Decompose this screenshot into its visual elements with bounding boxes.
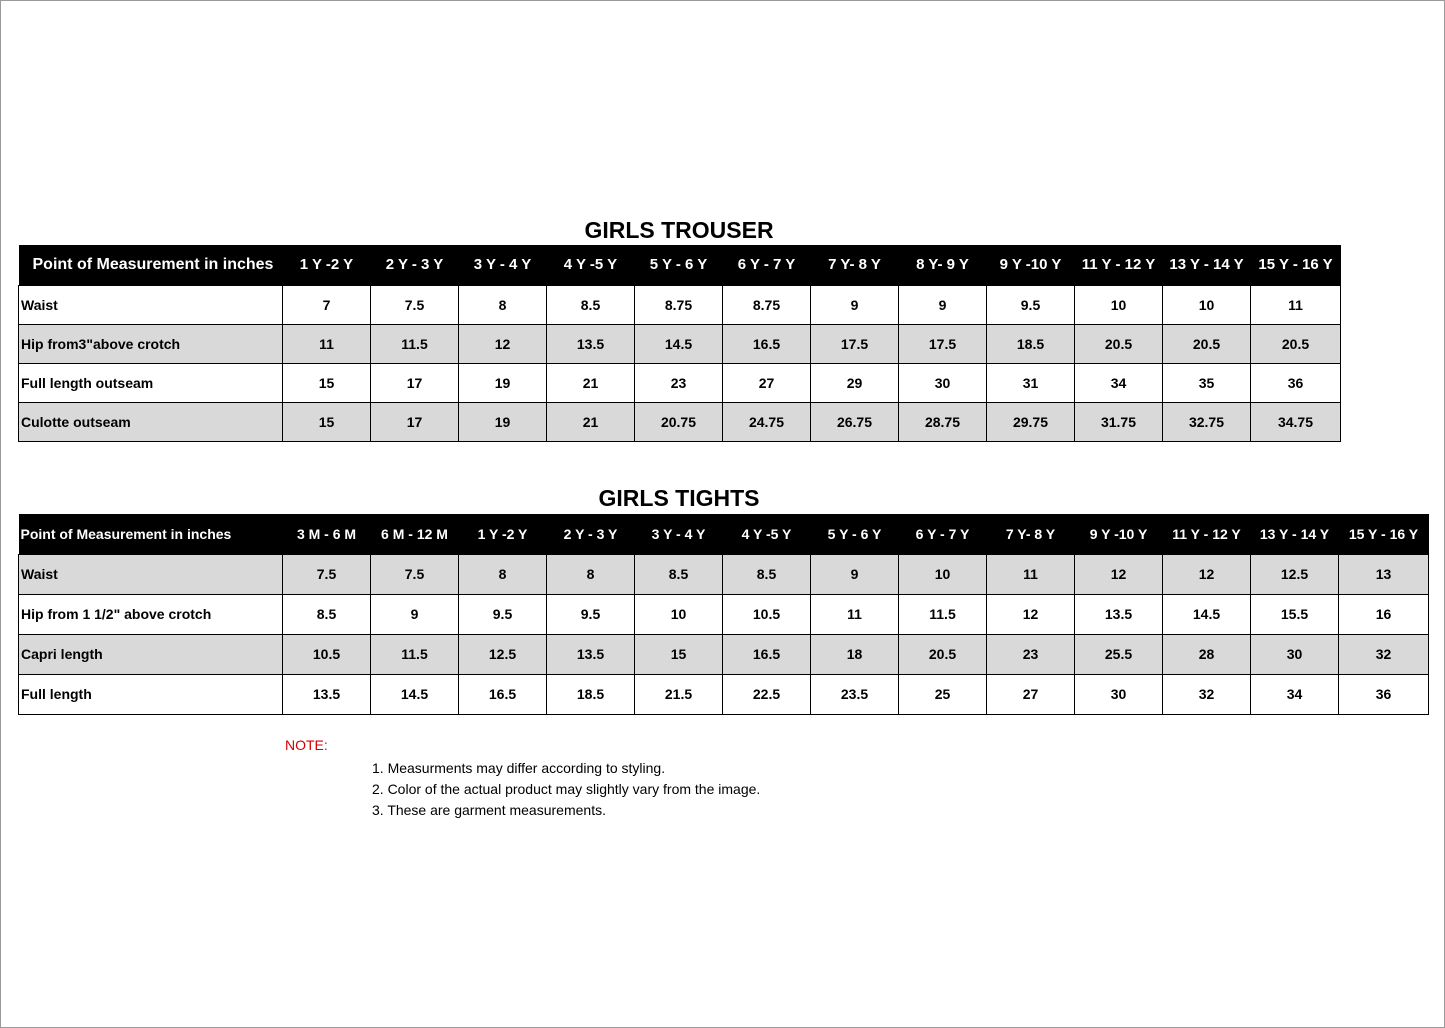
tights-size-header: 2 Y - 3 Y: [547, 514, 635, 554]
trouser-size-header: 11 Y - 12 Y: [1075, 245, 1163, 285]
row-label: Capri length: [19, 634, 283, 674]
measurement-cell: 25: [899, 674, 987, 714]
tights-size-header: 6 M - 12 M: [371, 514, 459, 554]
measurement-cell: 30: [1251, 634, 1339, 674]
measurement-cell: 23.5: [811, 674, 899, 714]
measurement-cell: 7: [283, 285, 371, 324]
measurement-cell: 23: [987, 634, 1075, 674]
measurement-cell: 15: [635, 634, 723, 674]
trouser-row-culotte: [19, 402, 1341, 441]
measurement-cell: 32: [1339, 634, 1429, 674]
tights-header-label: Point of Measurement in inches: [19, 514, 283, 554]
measurement-cell: 28.75: [899, 402, 987, 441]
measurement-cell: 28: [1163, 634, 1251, 674]
measurement-cell: 17: [371, 402, 459, 441]
note-item: 3. These are garment measurements.: [372, 802, 606, 818]
measurement-cell: 13.5: [283, 674, 371, 714]
measurement-cell: 10.5: [723, 594, 811, 634]
note-item: 2. Color of the actual product may slightly vary from the image.: [372, 781, 761, 797]
tights-size-header: 4 Y -5 Y: [723, 514, 811, 554]
measurement-cell: 11.5: [371, 634, 459, 674]
trouser-size-header: 4 Y -5 Y: [547, 245, 635, 285]
measurement-cell: 8.5: [635, 554, 723, 594]
measurement-cell: 7.5: [371, 554, 459, 594]
trouser-header-row: [19, 245, 1341, 285]
measurement-cell: 36: [1251, 363, 1341, 402]
measurement-cell: 18: [811, 634, 899, 674]
measurement-cell: 9.5: [987, 285, 1075, 324]
trouser-size-header: 6 Y - 7 Y: [723, 245, 811, 285]
row-label: Waist: [19, 285, 283, 324]
measurement-cell: 17: [371, 363, 459, 402]
measurement-cell: 11: [987, 554, 1075, 594]
measurement-cell: 27: [987, 674, 1075, 714]
measurement-cell: 21.5: [635, 674, 723, 714]
measurement-cell: 9: [811, 554, 899, 594]
measurement-cell: 11: [811, 594, 899, 634]
measurement-cell: 15.5: [1251, 594, 1339, 634]
measurement-cell: 14.5: [1163, 594, 1251, 634]
measurement-cell: 20.5: [1163, 324, 1251, 363]
row-label: Culotte outseam: [19, 402, 283, 441]
trouser-size-header: 9 Y -10 Y: [987, 245, 1075, 285]
tights-row-waist: [19, 554, 1429, 594]
measurement-cell: 9: [371, 594, 459, 634]
measurement-cell: 25.5: [1075, 634, 1163, 674]
measurement-cell: 20.5: [1075, 324, 1163, 363]
measurement-cell: 16.5: [459, 674, 547, 714]
measurement-cell: 11.5: [899, 594, 987, 634]
trouser-size-header: 1 Y -2 Y: [283, 245, 371, 285]
row-label: Full length: [19, 674, 283, 714]
measurement-cell: 8: [459, 554, 547, 594]
measurement-cell: 12: [1163, 554, 1251, 594]
measurement-cell: 8.5: [547, 285, 635, 324]
measurement-cell: 18.5: [547, 674, 635, 714]
tights-size-header: 5 Y - 6 Y: [811, 514, 899, 554]
measurement-cell: 13.5: [1075, 594, 1163, 634]
measurement-cell: 11: [1251, 285, 1341, 324]
measurement-cell: 34: [1075, 363, 1163, 402]
row-label: Hip from 1 1/2" above crotch: [19, 594, 283, 634]
measurement-cell: 11: [283, 324, 371, 363]
measurement-cell: 16.5: [723, 324, 811, 363]
measurement-cell: 16.5: [723, 634, 811, 674]
trouser-header-label: Point of Measurement in inches: [19, 245, 283, 285]
measurement-cell: 23: [635, 363, 723, 402]
tights-size-table: [18, 514, 1429, 715]
measurement-cell: 35: [1163, 363, 1251, 402]
measurement-cell: 15: [283, 402, 371, 441]
measurement-cell: 7.5: [283, 554, 371, 594]
trouser-size-header: 3 Y - 4 Y: [459, 245, 547, 285]
measurement-cell: 14.5: [371, 674, 459, 714]
tights-size-header: 3 M - 6 M: [283, 514, 371, 554]
measurement-cell: 20.75: [635, 402, 723, 441]
tights-row-capri: [19, 634, 1429, 674]
measurement-cell: 12.5: [1251, 554, 1339, 594]
trouser-title: GIRLS TROUSER: [584, 217, 774, 243]
measurement-cell: 34.75: [1251, 402, 1341, 441]
tights-size-header: 1 Y -2 Y: [459, 514, 547, 554]
trouser-size-header: 8 Y- 9 Y: [899, 245, 987, 285]
tights-size-header: 15 Y - 16 Y: [1339, 514, 1429, 554]
row-label: Hip from3"above crotch: [19, 324, 283, 363]
measurement-cell: 17.5: [899, 324, 987, 363]
measurement-cell: 32: [1163, 674, 1251, 714]
trouser-row-hip: [19, 324, 1341, 363]
measurement-cell: 19: [459, 402, 547, 441]
measurement-cell: 32.75: [1163, 402, 1251, 441]
tights-title: GIRLS TIGHTS: [598, 485, 760, 511]
measurement-cell: 10: [899, 554, 987, 594]
measurement-cell: 9: [811, 285, 899, 324]
trouser-size-table: [18, 245, 1341, 442]
tights-size-header: 3 Y - 4 Y: [635, 514, 723, 554]
measurement-cell: 17.5: [811, 324, 899, 363]
measurement-cell: 22.5: [723, 674, 811, 714]
measurement-cell: 29: [811, 363, 899, 402]
measurement-cell: 10: [635, 594, 723, 634]
tights-size-header: 11 Y - 12 Y: [1163, 514, 1251, 554]
trouser-size-header: 7 Y- 8 Y: [811, 245, 899, 285]
trouser-size-header: 5 Y - 6 Y: [635, 245, 723, 285]
measurement-cell: 20.5: [899, 634, 987, 674]
measurement-cell: 8.75: [723, 285, 811, 324]
tights-size-header: 9 Y -10 Y: [1075, 514, 1163, 554]
measurement-cell: 30: [1075, 674, 1163, 714]
measurement-cell: 9.5: [459, 594, 547, 634]
measurement-cell: 10.5: [283, 634, 371, 674]
measurement-cell: 13.5: [547, 324, 635, 363]
row-label: Waist: [19, 554, 283, 594]
measurement-cell: 21: [547, 402, 635, 441]
measurement-cell: 14.5: [635, 324, 723, 363]
measurement-cell: 10: [1163, 285, 1251, 324]
row-label: Full length outseam: [19, 363, 283, 402]
measurement-cell: 29.75: [987, 402, 1075, 441]
trouser-row-full-length: [19, 363, 1341, 402]
measurement-cell: 34: [1251, 674, 1339, 714]
measurement-cell: 8: [547, 554, 635, 594]
trouser-size-header: 15 Y - 16 Y: [1251, 245, 1341, 285]
measurement-cell: 9.5: [547, 594, 635, 634]
measurement-cell: 36: [1339, 674, 1429, 714]
note-item: 1. Measurments may differ according to styling.: [372, 760, 666, 776]
measurement-cell: 19: [459, 363, 547, 402]
tights-size-header: 7 Y- 8 Y: [987, 514, 1075, 554]
measurement-cell: 31.75: [1075, 402, 1163, 441]
tights-header-row: [19, 514, 1429, 554]
tights-size-header: 6 Y - 7 Y: [899, 514, 987, 554]
measurement-cell: 21: [547, 363, 635, 402]
tights-row-hip: [19, 594, 1429, 634]
measurement-cell: 12: [987, 594, 1075, 634]
measurement-cell: 8.75: [635, 285, 723, 324]
measurement-cell: 13: [1339, 554, 1429, 594]
measurement-cell: 10: [1075, 285, 1163, 324]
measurement-cell: 9: [899, 285, 987, 324]
measurement-cell: 18.5: [987, 324, 1075, 363]
measurement-cell: 31: [987, 363, 1075, 402]
measurement-cell: 16: [1339, 594, 1429, 634]
measurement-cell: 7.5: [371, 285, 459, 324]
measurement-cell: 8.5: [723, 554, 811, 594]
measurement-cell: 8: [459, 285, 547, 324]
note-label: NOTE:: [285, 737, 328, 753]
measurement-cell: 24.75: [723, 402, 811, 441]
measurement-cell: 12: [1075, 554, 1163, 594]
trouser-size-header: 13 Y - 14 Y: [1163, 245, 1251, 285]
trouser-row-waist: [19, 285, 1341, 324]
measurement-cell: 13.5: [547, 634, 635, 674]
measurement-cell: 30: [899, 363, 987, 402]
trouser-size-header: 2 Y - 3 Y: [371, 245, 459, 285]
measurement-cell: 27: [723, 363, 811, 402]
tights-row-full-length: [19, 674, 1429, 714]
note-list: [372, 758, 760, 821]
measurement-cell: 8.5: [283, 594, 371, 634]
measurement-cell: 12: [459, 324, 547, 363]
measurement-cell: 15: [283, 363, 371, 402]
measurement-cell: 26.75: [811, 402, 899, 441]
tights-size-header: 13 Y - 14 Y: [1251, 514, 1339, 554]
measurement-cell: 20.5: [1251, 324, 1341, 363]
measurement-cell: 12.5: [459, 634, 547, 674]
measurement-cell: 11.5: [371, 324, 459, 363]
